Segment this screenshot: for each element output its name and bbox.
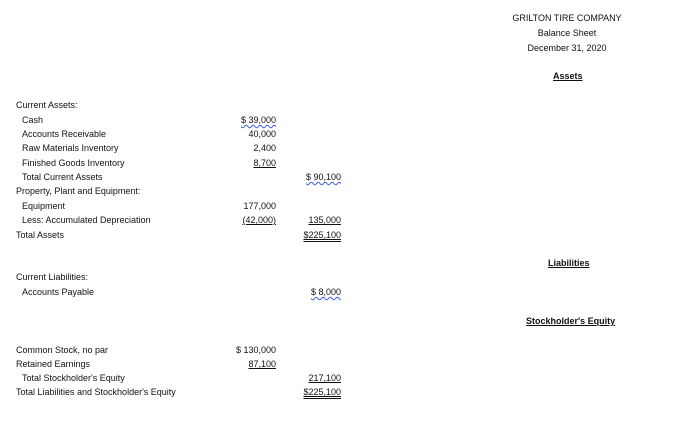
common-stock-value: $ 130,000 [235, 345, 276, 355]
accum-depreciation-label: Less: Accumulated Depreciation [22, 215, 151, 225]
cash-label: Cash [22, 115, 44, 125]
total-assets-value: $225,100 [303, 230, 341, 240]
cash-value: $ 39,000 [240, 115, 276, 125]
total-liabilities-equity-label: Total Liabilities and Stockholder's Equity [16, 387, 176, 397]
common-stock-label: Common Stock, no par [16, 345, 109, 355]
accounts-receivable-value: 40,000 [248, 129, 276, 139]
ppe-label: Property, Plant and Equipment: [16, 186, 141, 196]
finished-goods-label: Finished Goods Inventory [22, 158, 125, 168]
accounts-payable-value: $ 8,000 [310, 287, 341, 297]
equipment-value: 177,000 [243, 201, 276, 211]
total-assets-label: Total Assets [16, 230, 65, 240]
company-name: GRILTON TIRE COMPANY [512, 13, 622, 23]
equipment-label: Equipment [22, 201, 66, 211]
statement-title: Balance Sheet [537, 28, 597, 38]
retained-earnings-value: 87,100 [248, 359, 276, 369]
net-ppe-value: 135,000 [308, 215, 341, 225]
total-current-assets-label: Total Current Assets [22, 172, 103, 182]
accounts-payable-label: Accounts Payable [22, 287, 95, 297]
equity-heading: Stockholder's Equity [526, 316, 616, 326]
total-liabilities-equity-value: $225,100 [303, 387, 341, 397]
statement-date: December 31, 2020 [527, 43, 607, 53]
total-current-assets-value: $ 90,100 [305, 172, 341, 182]
total-equity-value: 217,100 [308, 373, 341, 383]
finished-goods-value: 8,700 [253, 158, 276, 168]
accum-depreciation-value: (42,000) [242, 215, 276, 225]
current-assets-label: Current Assets: [16, 100, 78, 110]
raw-materials-label: Raw Materials Inventory [22, 143, 119, 153]
liabilities-heading: Liabilities [548, 258, 590, 268]
raw-materials-value: 2,400 [253, 143, 276, 153]
retained-earnings-label: Retained Earnings [16, 359, 91, 369]
assets-heading: Assets [553, 71, 583, 81]
accounts-receivable-label: Accounts Receivable [22, 129, 107, 139]
current-liabilities-label: Current Liabilities: [16, 272, 89, 282]
total-equity-label: Total Stockholder's Equity [22, 373, 125, 383]
